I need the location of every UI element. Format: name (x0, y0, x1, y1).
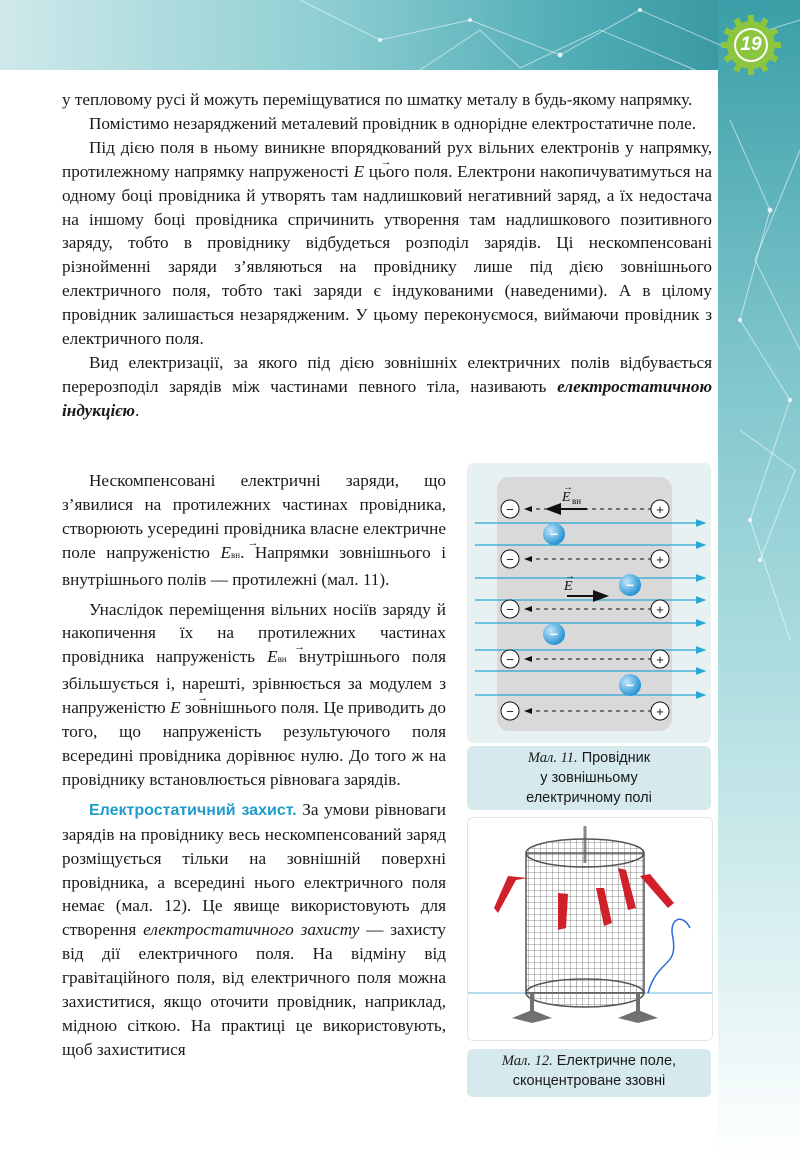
figure-12 (467, 817, 713, 1041)
svg-text:−: − (506, 652, 514, 667)
paragraph-3: Під дією поля в ньому виникне впорядкований рух вільних електронів у напрямку, протилежному напрямку напруженості → E цього поля. Електрони накопичуватимуться на одному боці провідника й утворять там надлишковий негативний заряд, а їх недостача на іншому боці провідника спричинить утворення там надлишкового позитивного заряду, тобто в провіднику відбудеться розподіл зарядів. Ці нескомпенсовані різнойменні заряди з’являються на провіднику лише під дією зовнішнього електричного поля, тобто такі заряди є індукованими (наведеними). А в цілому провідник залишається незарядженим. У цьому переконуємося, виймаючи провідник з електричного поля. (62, 136, 712, 351)
svg-text:+: + (656, 552, 664, 567)
page-number: 19 (740, 34, 762, 55)
svg-text:+: + (656, 652, 664, 667)
conductor-diagram (467, 463, 711, 743)
svg-text:−: − (549, 526, 559, 542)
svg-text:−: − (549, 626, 559, 642)
paragraph-4: Вид електризації, за якого під дією зовнішніх електричних полів відбувається перерозподіл зарядів між частинами певного тіла, називають електростатичною індукцією. (62, 352, 712, 420)
svg-text:вн: вн (572, 496, 582, 506)
minus-charge: − (506, 502, 514, 517)
term-electrostatic-protection: електростатичного захисту (143, 920, 360, 940)
main-text (62, 88, 712, 423)
label-e-internal: E (562, 490, 571, 505)
figure-12-caption: Мал. 12. Електричне поле, сконцентроване ззовні (467, 1049, 711, 1097)
label-e-external: E (564, 579, 573, 594)
svg-text:−: − (506, 704, 514, 719)
conductor-body (497, 477, 672, 731)
svg-text:→: → (563, 482, 573, 493)
paragraph-7: Електростатичний захист. За умови рівноваги зарядів на провіднику весь нескомпенсований заряд розміщується тільки на зовнішній поверхні провідника, а всередині нього електричного поля немає (мал. 12). Це явище використовують для створення електростатичного захисту — захисту від дії електричного поля. На відміну від гравітаційного поля, від електричного поля можна захиститися, якщо оточити провідник, наприклад, мідною сіткою. На практиці це використовують, щоб захиститися (62, 799, 447, 1059)
svg-text:−: − (625, 577, 635, 593)
figure-11 (467, 463, 711, 743)
section-heading: Електростатичний захист. (89, 801, 297, 819)
svg-text:−: − (506, 552, 514, 567)
faraday-cage-diagram (468, 818, 712, 1040)
plus-charge: + (656, 502, 664, 517)
vector-e-symbol: → E (354, 162, 365, 181)
svg-text:+: + (656, 602, 664, 617)
column-text (62, 469, 446, 1062)
svg-text:→: → (565, 571, 575, 582)
svg-text:−: − (625, 677, 635, 693)
figure-11-caption: Мал. 11. Провідник у зовнішньому електричному полі (467, 746, 711, 810)
paragraph-5: Нескомпенсовані електричні заряди, що з’явилися на протилежних частинах провідника, створюють усередині провідника власне електричне поле напруженістю → Eвн. Напрямки зовнішнього і внутрішнього полів — протилежні (мал. 11). (62, 469, 446, 592)
paragraph-6: Унаслідок переміщення вільних носіїв заряду й накопичення їх на протилежних частинах провідника напруженість → Eвн внутрішнього поля збільшується і, нарешті, зрівнюється за модулем з напруженістю → E зовнішнього поля. Це приводить до того, що напруженість результуючого поля всередині провідника дорівнює нулю. До того ж на провіднику встановлюється рівновага зарядів. (62, 598, 446, 792)
term-electrostatic-induction: електростатичною індукцією (62, 376, 712, 420)
svg-text:−: − (506, 602, 514, 617)
svg-text:+: + (656, 704, 664, 719)
paragraph-2: Помістимо незаряджений металевий провідник в однорідне електростатичне поле. (89, 113, 697, 133)
paragraph-1: у тепловому русі й можуть переміщуватися по шматку металу в будь-якому напрямку. (62, 90, 693, 109)
